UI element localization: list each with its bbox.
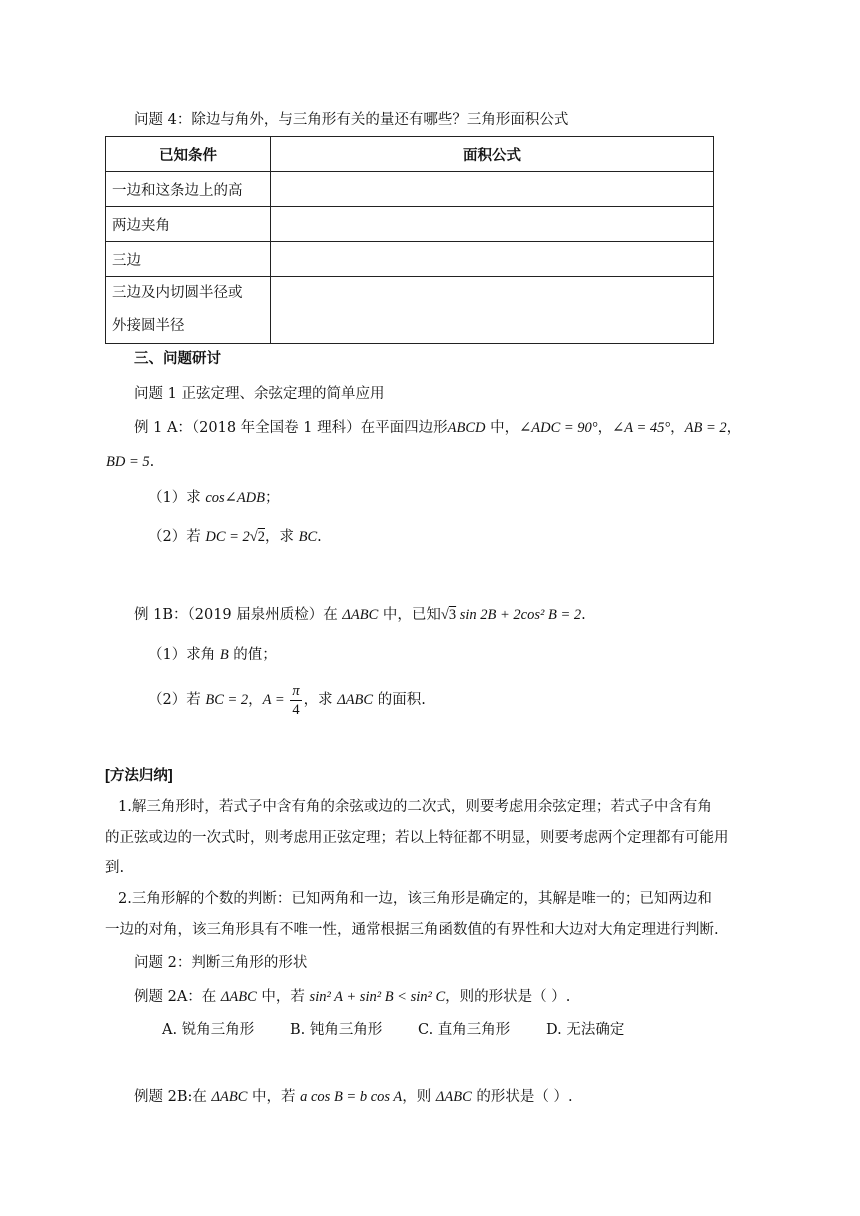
example-1b-part-2: （2）若 BC = 2，A = $\frac{\pi}{4}$ ，求 ΔABC 的面积. xyxy=(148,682,426,718)
question-4-title: 问题 4：除边与角外，与三角形有关的量还有哪些？三角形面积公式 xyxy=(134,112,569,128)
option-c[interactable]: C. 直角三角形 xyxy=(418,1022,511,1038)
condition-cell xyxy=(106,277,271,344)
table-row xyxy=(106,277,714,344)
table-row xyxy=(106,207,714,242)
example-2a-statement: 例题 2A：在 ΔABC 中，若 sin² A + sin² B < sin² C，则的形状是（ ）. xyxy=(134,989,571,1005)
condition-angle-a: ∠A = 45° xyxy=(612,420,671,436)
quad-name: ABCD xyxy=(447,420,486,436)
condition-angle-adc: ∠ADC = 90° xyxy=(519,420,598,436)
example-1a-part-1: （1）求 cos∠ADB； xyxy=(148,490,280,506)
example-1b-part-1: （1）求角 B 的值； xyxy=(148,647,277,663)
condition-bd: BD = 5 xyxy=(106,454,150,470)
example-1a-statement: 例 1 A：（2018 年全国卷 1 理科）在平面四边形ABCD 中，∠ADC = 90°，∠A = 45°，AB = 2， xyxy=(134,420,742,436)
question-1-title: 问题 1 正弦定理、余弦定理的简单应用 xyxy=(134,386,385,402)
table-row xyxy=(106,242,714,277)
example-2b-statement: 例题 2B:在 ΔABC 中，若 a cos B = b cos A，则 ΔABC 的形状是（ ）. xyxy=(134,1089,573,1105)
example-1a-part-2: （2）若 DC = 2√2，求 BC. xyxy=(148,529,322,545)
formula-cell[interactable] xyxy=(271,242,714,277)
option-a[interactable]: A. 锐角三角形 xyxy=(162,1022,255,1038)
method-paragraph-1-line-1: 1.解三角形时，若式子中含有角的余弦或边的二次式，则要考虑用余弦定理；若式子中含有角 xyxy=(118,799,712,815)
example-1a-statement-cont: BD = 5. xyxy=(106,454,155,470)
section-3-heading: 三、问题研讨 xyxy=(134,351,221,367)
condition-cell: 一边和这条边上的高 xyxy=(106,172,271,207)
table-row xyxy=(106,172,714,207)
question-2-title: 问题 2：判断三角形的形状 xyxy=(134,955,308,971)
method-paragraph-1-line-3: 到. xyxy=(105,860,125,876)
option-d[interactable]: D. 无法确定 xyxy=(546,1022,625,1038)
formula-cell[interactable] xyxy=(271,207,714,242)
header-known-conditions: 已知条件 xyxy=(106,137,271,172)
option-b[interactable]: B. 钝角三角形 xyxy=(290,1022,383,1038)
area-formula-table xyxy=(105,136,714,344)
condition-line-1: 三边及内切圆半径或 xyxy=(112,285,243,301)
fraction-pi-over-4: $\frac{\pi}{4}$ xyxy=(292,682,300,718)
condition-cell: 三边 xyxy=(106,242,271,277)
condition-line-2: 外接圆半径 xyxy=(112,318,185,334)
method-summary-heading: [方法归纳] xyxy=(105,768,173,784)
condition-cell: 两边夹角 xyxy=(106,207,271,242)
formula-cell[interactable] xyxy=(271,277,714,344)
method-paragraph-2-line-2: 一边的对角，该三角形具有不唯一性，通常根据三角函数值的有界性和大边对大角定理进行判断. xyxy=(105,922,719,938)
header-area-formula: 面积公式 xyxy=(271,137,714,172)
method-paragraph-1-line-2: 的正弦或边的一次式时，则考虑用正弦定理；若以上特征都不明显，则要考虑两个定理都有可能用 xyxy=(105,830,729,846)
condition-ab: AB = 2 xyxy=(684,420,727,436)
table-header-row xyxy=(106,137,714,172)
example-1b-statement: 例 1B：（2019 届泉州质检）在 ΔABC 中，已知√3 sin 2B + 2cos² B = 2. xyxy=(134,607,586,623)
formula-cell[interactable] xyxy=(271,172,714,207)
method-paragraph-2-line-1: 2.三角形解的个数的判断：已知两角和一边，该三角形是确定的，其解是唯一的；已知两边和 xyxy=(118,891,712,907)
